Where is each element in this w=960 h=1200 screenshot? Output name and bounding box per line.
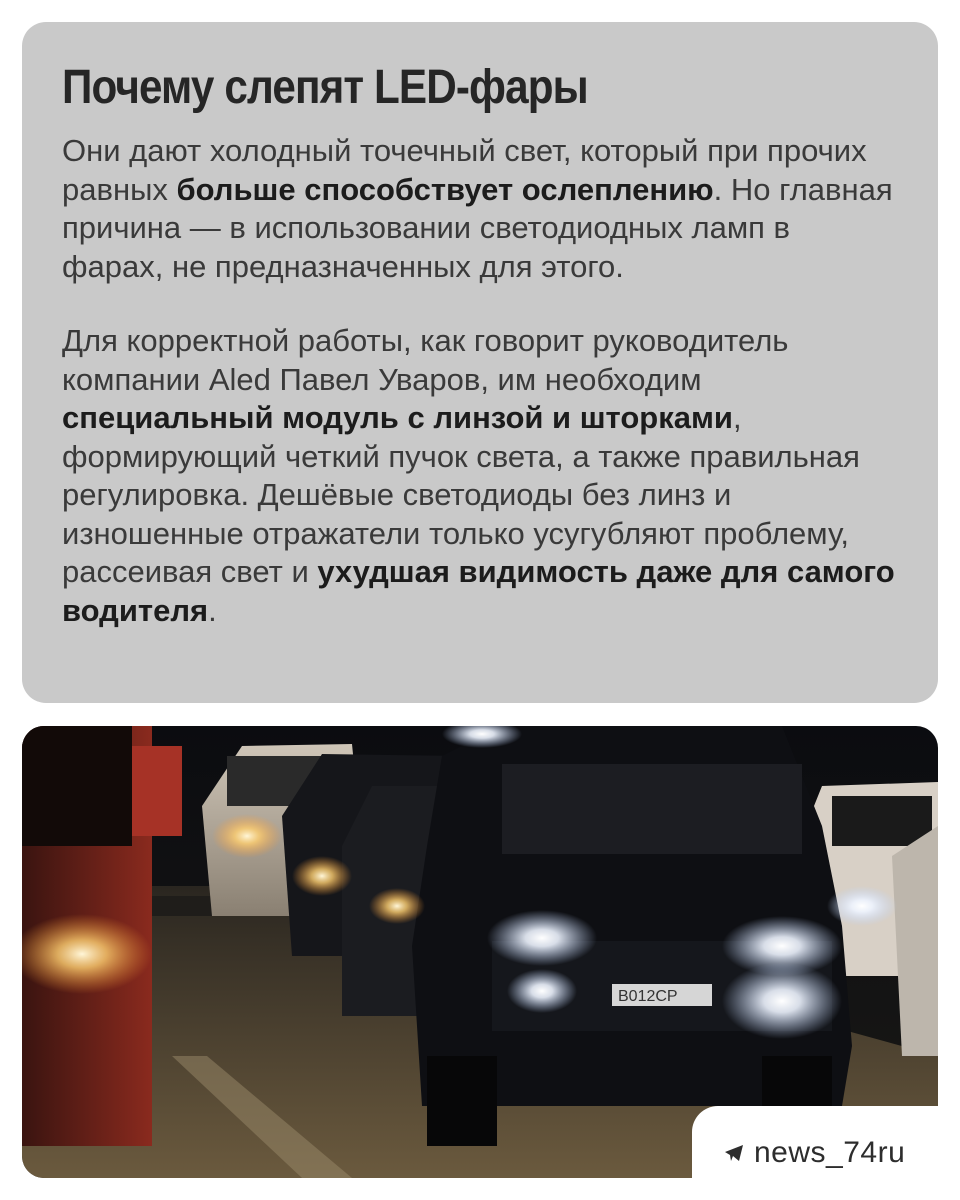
text-card [22, 22, 938, 703]
paragraph-2-text-a: Для корректной работы, как говорит руководитель компании Aled Павел Уваров, им необходим [62, 323, 789, 397]
headline: Почему слепят LED-фары [62, 61, 588, 114]
source-badge[interactable] [692, 1106, 960, 1200]
paragraph-1-bold: больше способствует ослеплению [176, 171, 714, 207]
paragraph-1 [62, 132, 898, 286]
paragraph-2-text-e: . [208, 592, 217, 628]
source-handle: news_74ru [754, 1136, 906, 1169]
paragraph-2-text-c: , формирующий четкий пучок света, а также правильная регулировка. Дешёвые светодиоды без линз и изношенные отражатели только усугубляют проблему, рассеивая свет и [62, 400, 860, 589]
telegram-icon [724, 1143, 744, 1163]
license-plate-text: В012СР [618, 988, 678, 1005]
paragraph-2-bold-2: ухудшая видимость даже для самого водителя [62, 554, 895, 628]
paragraph-1-text-a: Они дают холодный точечный свет, который при прочих равных [62, 133, 867, 207]
paragraph-2-bold-1: специальный модуль с линзой и шторками [62, 400, 733, 435]
paragraph-1-text-c: . Но главная причина — в использовании светодиодных ламп в фарах, не предназначенных для этого. [62, 171, 893, 284]
paragraph-2 [62, 322, 898, 630]
